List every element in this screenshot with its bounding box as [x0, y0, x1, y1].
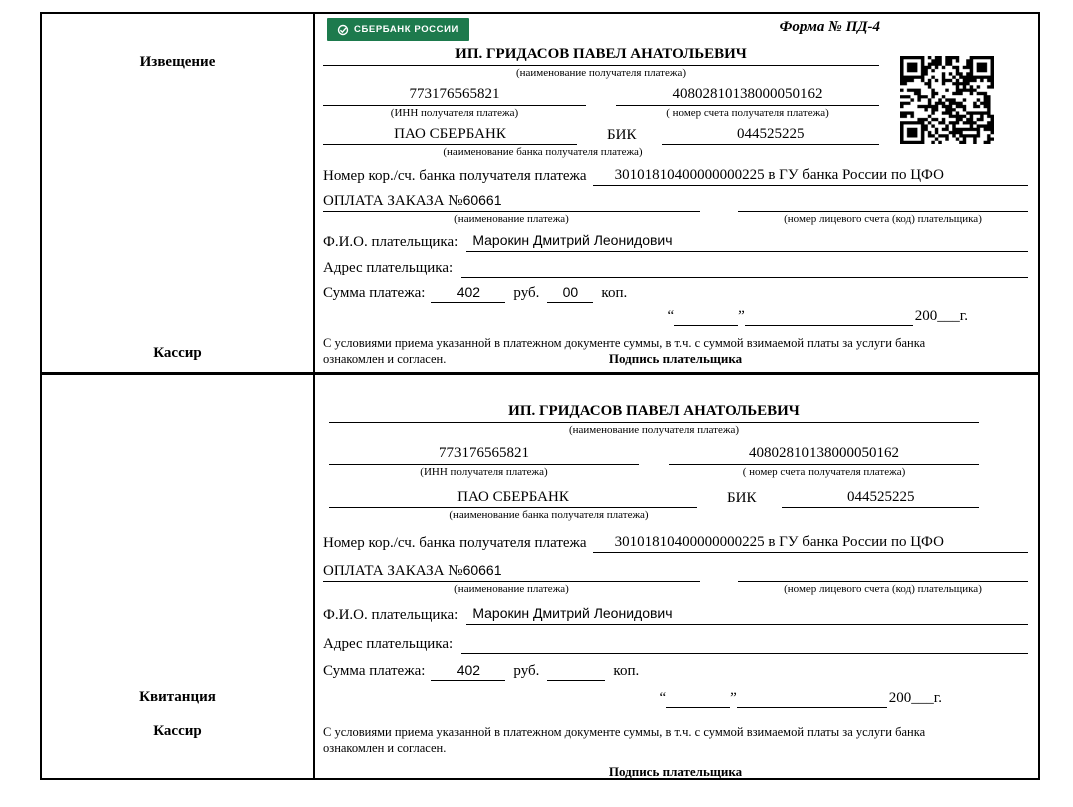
agreement-line1: С условиями приема указанной в платежном документе суммы, в т.ч. с суммой взимаемой платы за услуги банка	[323, 336, 926, 350]
inn-account-row	[329, 444, 979, 479]
personal-account-line	[738, 191, 1028, 212]
payer-name-row	[323, 231, 1028, 252]
receipt-cashier-label: Кассир	[153, 723, 202, 739]
payer-name-label: Ф.И.О. плательщика:	[323, 234, 459, 250]
amount-label: Сумма платежа:	[323, 285, 426, 301]
kop-label: коп.	[613, 663, 640, 679]
bank-name: ПАО СБЕРБАНК	[323, 125, 577, 145]
date-year-label: 200___г.	[888, 690, 942, 706]
bank-bik-row	[329, 488, 979, 508]
payer-address-value	[461, 633, 1028, 654]
purpose-caption: (наименование платежа)	[454, 213, 569, 225]
purpose-captions-row	[323, 582, 1028, 596]
bank-caption: (наименование банка получателя платежа)	[443, 146, 643, 158]
sberbank-emblem-icon	[337, 24, 349, 36]
payer-address-row	[323, 257, 1028, 278]
corr-account-row	[323, 166, 1028, 186]
account-value: 40802810138000050162	[669, 444, 979, 465]
account-column	[616, 85, 879, 120]
date-open-quote: “	[659, 690, 667, 706]
corr-account-row	[323, 533, 1028, 553]
recipient-caption: (наименование получателя платежа)	[515, 67, 687, 79]
payment-purpose	[323, 191, 700, 212]
date-day-underline	[674, 325, 738, 326]
purpose-text: ОПЛАТА ЗАКАЗА №	[323, 563, 463, 579]
recipient-name: ИП. ГРИДАСОВ ПАВЕЛ АНАТОЛЬЕВИЧ	[329, 401, 979, 423]
order-number: 60661	[462, 562, 502, 578]
account-column	[669, 444, 979, 479]
recipient-name: ИП. ГРИДАСОВ ПАВЕЛ АНАТОЛЬЕВИЧ	[323, 44, 879, 66]
notice-main	[315, 14, 1038, 372]
corr-account-value: 30101810400000000225 в ГУ банка России по ЦФО	[593, 166, 1028, 186]
purpose-caption: (наименование платежа)	[454, 583, 569, 595]
date-close-quote: ”	[738, 308, 745, 324]
personal-account-caption: (номер лицевого счета (код) плательщика)	[784, 213, 982, 225]
inn-value: 773176565821	[323, 85, 586, 106]
date-line	[323, 689, 942, 708]
bank-bik-row	[323, 125, 879, 145]
form-table	[40, 12, 1040, 780]
payment-purpose	[323, 561, 700, 582]
agreement-text	[323, 335, 1028, 367]
amount-row	[323, 661, 1028, 681]
date-line	[323, 307, 968, 326]
notice-cashier-label: Кассир	[153, 345, 202, 361]
date-month-underline	[745, 325, 913, 326]
recipient-caption: (наименование получателя платежа)	[568, 424, 740, 436]
agreement-line2: ознакомлен и согласен.	[323, 741, 447, 755]
rub-label: руб.	[513, 285, 540, 301]
date-year-label: 200___г.	[914, 308, 968, 324]
purpose-text: ОПЛАТА ЗАКАЗА №	[323, 193, 463, 209]
notice-side-column	[42, 14, 315, 372]
bank-caption: (наименование банка получателя платежа)	[449, 509, 649, 521]
sberbank-logo-text: СБЕРБАНК РОССИИ	[354, 24, 459, 35]
inn-caption: (ИНН получателя платежа)	[420, 466, 548, 478]
section-notice	[42, 14, 1038, 372]
bik-value: 044525225	[662, 125, 879, 145]
payer-name-value: Марокин Дмитрий Леонидович	[466, 604, 1028, 625]
bik-value: 044525225	[782, 488, 979, 508]
receipt-title: Квитанция	[139, 689, 216, 705]
corr-account-label: Номер кор./сч. банка получателя платежа	[323, 535, 587, 551]
corr-account-value: 30101810400000000225 в ГУ банка России по ЦФО	[593, 533, 1028, 553]
sberbank-logo	[327, 18, 469, 41]
receipt-upper-fields	[329, 401, 979, 522]
bik-label: БИК	[727, 490, 757, 506]
bank-name: ПАО СБЕРБАНК	[329, 488, 697, 508]
amount-rub-value: 402	[431, 283, 505, 303]
personal-account-line	[738, 561, 1028, 582]
date-day-underline	[666, 707, 730, 708]
order-number: 60661	[462, 192, 502, 208]
inn-column	[323, 85, 586, 120]
section-receipt	[42, 372, 1038, 778]
receipt-main	[315, 375, 1038, 778]
agreement-line2: ознакомлен и согласен.	[323, 352, 447, 366]
amount-row	[323, 283, 1028, 303]
account-value: 40802810138000050162	[616, 85, 879, 106]
payer-address-label: Адрес плательщика:	[323, 260, 454, 276]
inn-value: 773176565821	[329, 444, 639, 465]
notice-header	[323, 18, 1028, 42]
bik-label: БИК	[607, 127, 637, 143]
amount-label: Сумма платежа:	[323, 663, 426, 679]
notice-upper-fields	[323, 44, 879, 159]
notice-title: Извещение	[139, 54, 216, 70]
qr-code	[900, 56, 994, 144]
account-caption: ( номер счета получателя платежа)	[666, 107, 829, 119]
agreement-text	[323, 724, 1028, 756]
inn-column	[329, 444, 639, 479]
payer-address-label: Адрес плательщика:	[323, 636, 454, 652]
account-caption: ( номер счета получателя платежа)	[742, 466, 906, 478]
inn-caption: (ИНН получателя платежа)	[390, 107, 519, 119]
amount-kop-value: 00	[547, 283, 593, 303]
purpose-row	[323, 561, 1028, 582]
date-close-quote: ”	[730, 690, 737, 706]
amount-kop-value	[547, 680, 605, 681]
personal-account-caption: (номер лицевого счета (код) плательщика)	[784, 583, 982, 595]
purpose-row	[323, 191, 1028, 212]
amount-rub-value: 402	[431, 661, 505, 681]
rub-label: руб.	[513, 663, 540, 679]
payer-name-label: Ф.И.О. плательщика:	[323, 607, 459, 623]
payer-address-value	[461, 257, 1028, 278]
agreement-line2-row	[323, 351, 1028, 367]
signature-label: Подпись плательщика	[608, 764, 743, 779]
corr-account-label: Номер кор./сч. банка получателя платежа	[323, 168, 587, 184]
inn-account-row	[323, 85, 879, 120]
payer-address-row	[323, 633, 1028, 654]
date-month-underline	[737, 707, 887, 708]
kop-label: коп.	[601, 285, 628, 301]
receipt-side-column	[42, 375, 315, 778]
agreement-line1: С условиями приема указанной в платежном документе суммы, в т.ч. с суммой взимаемой платы за услуги банка	[323, 725, 926, 739]
payer-name-value: Марокин Дмитрий Леонидович	[466, 231, 1028, 252]
payer-name-row	[323, 604, 1028, 625]
form-number-label: Форма № ПД-4	[779, 19, 880, 35]
purpose-captions-row	[323, 212, 1028, 226]
date-open-quote: “	[667, 308, 675, 324]
signature-label: Подпись плательщика	[608, 351, 743, 366]
